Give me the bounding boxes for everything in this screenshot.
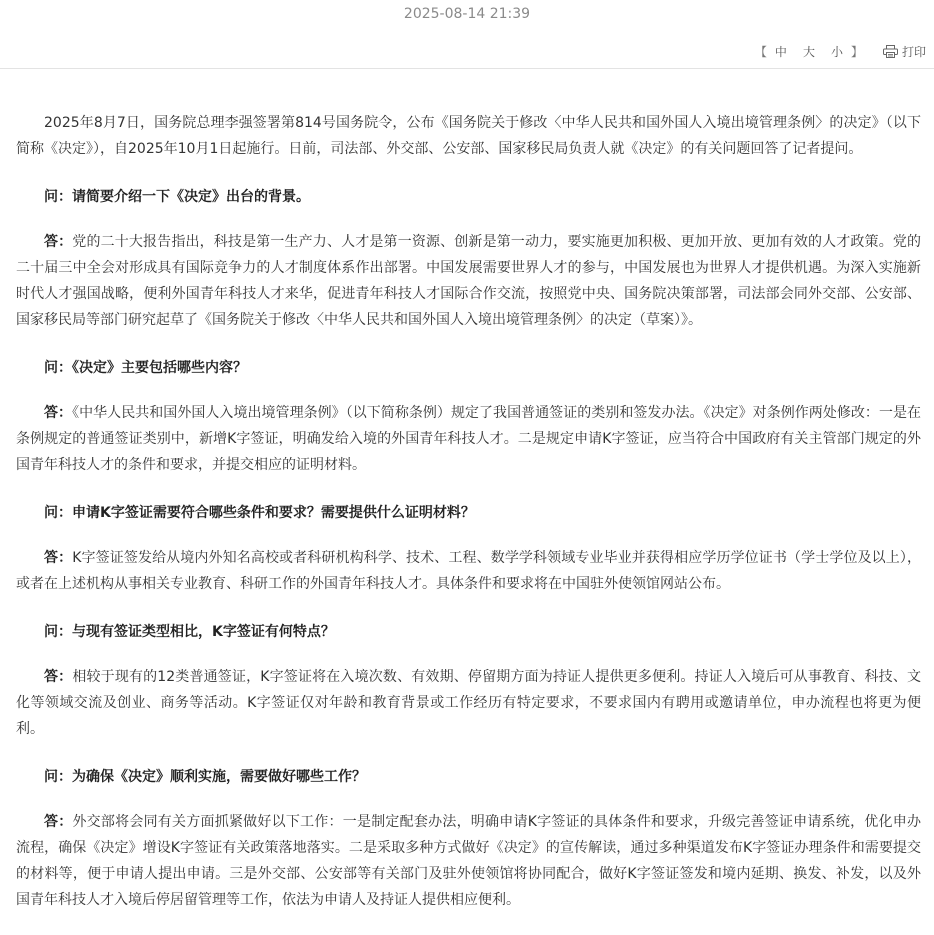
answer-3 [16, 545, 921, 597]
answer-prefix: 答： [44, 550, 73, 566]
font-size-medium-button[interactable]: 大 [802, 44, 815, 59]
publish-date: 2025-08-14 21:39 [403, 6, 531, 22]
print-button[interactable] [883, 43, 926, 60]
font-size-switcher [755, 43, 863, 60]
article-intro: 2025年8月7日，国务院总理李强签署第814号国务院令，公布《国务院关于修改〈中华人民共和国外国人入境出境管理条例〉的决定》（以下简称《决定》），自2025年10月1日起施行。日前，司法部、外交部、公安部、国家移民局负责人就《决定》的有关问题回答了记者提问。 [16, 115, 921, 157]
answer-text: 《中华人民共和国外国人入境出境管理条例》（以下简称条例）规定了我国普通签证的类别和签发办法。《决定》对条例作两处修改：一是在条例规定的普通签证类别中，新增K字签证，明确发给入境的外国青年科技人才。二是规定申请K字签证，应当符合中国政府有关主管部门规定的外国青年科技人才的条件和要求，并提交相应的证明材料。 [16, 405, 922, 473]
article-toolbar [755, 43, 926, 59]
question-4: 问：与现有签证类型相比，K字签证有何特点？ [44, 624, 335, 640]
printer-icon [883, 45, 898, 58]
print-label: 打印 [901, 44, 926, 59]
article-body [16, 110, 921, 935]
question-1: 问：请简要介绍一下《决定》出台的背景。 [44, 189, 310, 205]
font-size-open-bracket: 【 [754, 44, 767, 59]
answer-4 [16, 664, 921, 742]
answer-prefix: 答： [44, 669, 73, 685]
answer-text: 外交部将会同有关方面抓紧做好以下工作：一是制定配套办法，明确申请K字签证的具体条件和要求，升级完善签证申请系统，优化申办流程，确保《决定》增设K字签证有关政策落地落实。二是采取多种方式做好《决定》的宣传解读，通过多种渠道发布K字签证办理条件和需要提交的材料等，便于申请人提出申请。三是外交部、公安部等有关部门及驻外使领馆将协同配合，做好K字签证签发和境内延期、换发、补发，以及外国青年科技人才入境后停居留管理等工作，依法为申请人及持证人提供相应便利。 [16, 814, 921, 908]
font-size-large-button[interactable]: 中 [774, 44, 787, 59]
question-3: 问：申请K字签证需要符合哪些条件和要求？需要提供什么证明材料？ [44, 505, 475, 521]
question-2: 问：《决定》主要包括哪些内容？ [44, 360, 247, 376]
header-divider [0, 68, 934, 69]
answer-prefix: 答： [44, 234, 73, 250]
answer-5 [16, 809, 921, 913]
answer-text: 党的二十大报告指出，科技是第一生产力、人才是第一资源、创新是第一动力，要实施更加积极、更加开放、更加有效的人才政策。党的二十届三中全会对形成具有国际竞争力的人才制度体系作出部署。中国发展需要世界人才的参与，中国发展也为世界人才提供机遇。为深入实施新时代人才强国战略，便利外国青年科技人才来华，促进青年科技人才国际合作交流，按照党中央、国务院决策部署，司法部会同外交部、公安部、国家移民局等部门研究起草了《国务院关于修改〈中华人民共和国外国人入境出境管理条例〉的决定（草案）》。 [16, 234, 921, 328]
answer-2 [16, 400, 921, 478]
answer-text: K字签证签发给从境内外知名高校或者科研机构科学、技术、工程、数学学科领域专业毕业并获得相应学历学位证书（学士学位及以上），或者在上述机构从事相关专业教育、科研工作的外国青年科技人才。具体条件和要求将在中国驻外使领馆网站公布。 [16, 550, 922, 592]
answer-prefix: 答： [44, 814, 73, 830]
answer-1 [16, 229, 921, 333]
font-size-close-bracket: 】 [850, 44, 863, 59]
answer-prefix: 答： [44, 405, 73, 421]
answer-text: 相较于现有的12类普通签证，K字签证将在入境次数、有效期、停留期方面为持证人提供更多便利。持证人入境后可从事教育、科技、文化等领域交流及创业、商务等活动。K字签证仅对年龄和教育背景或工作经历有特定要求，不要求国内有聘用或邀请单位，申办流程也将更为便利。 [16, 669, 921, 737]
question-5: 问：为确保《决定》顺利实施，需要做好哪些工作？ [44, 769, 366, 785]
font-size-small-button[interactable]: 小 [830, 44, 843, 59]
